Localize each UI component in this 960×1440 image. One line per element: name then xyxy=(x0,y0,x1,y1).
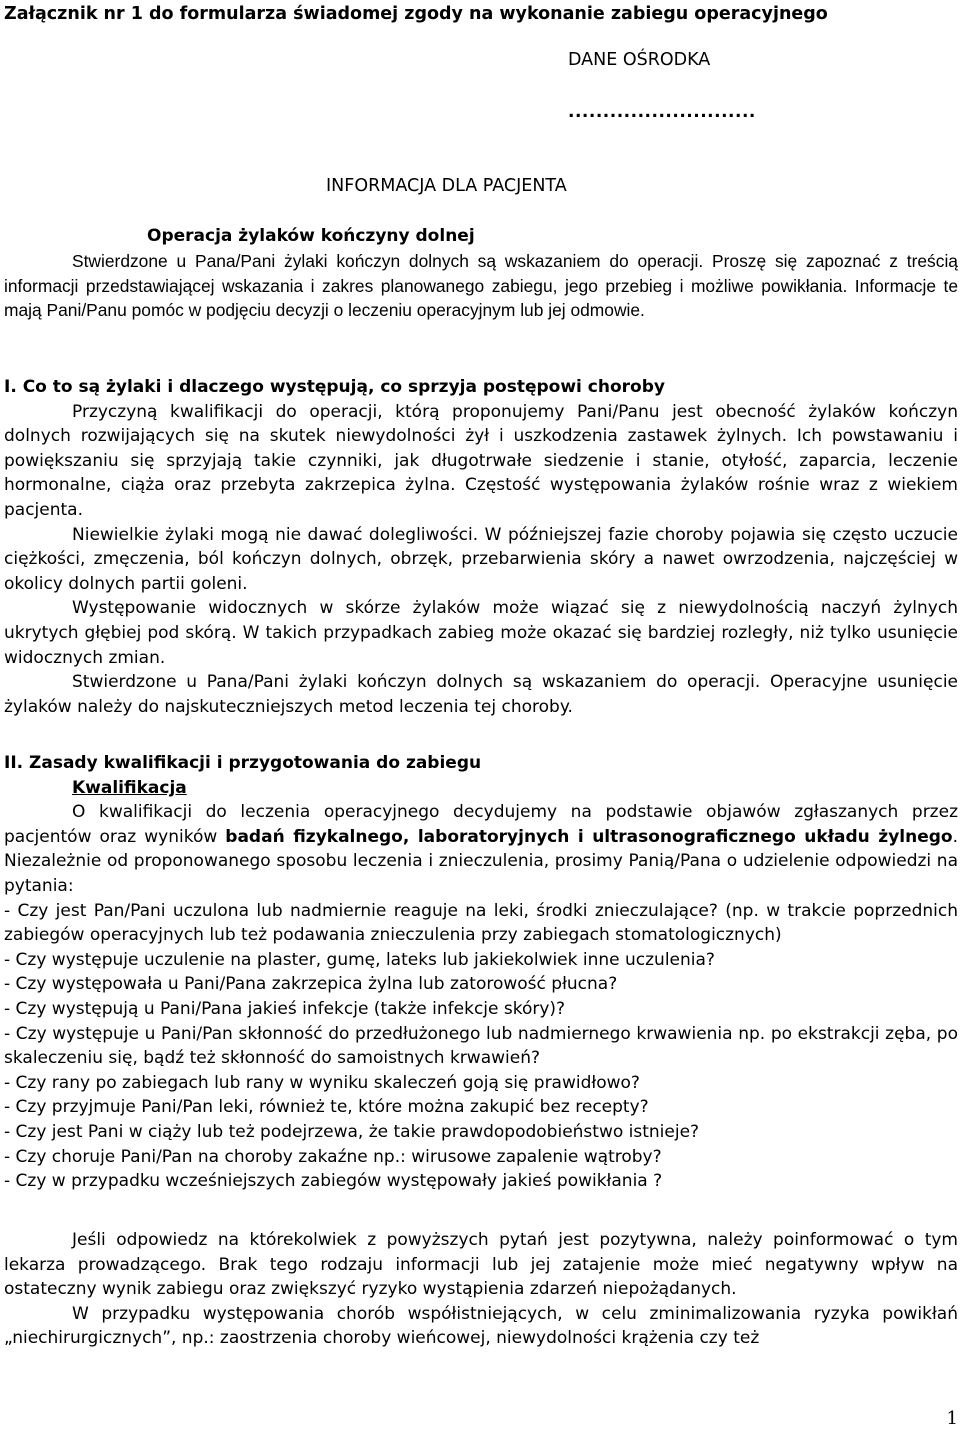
question-item: - Czy jest Pani w ciąży lub też podejrzewa, że takie prawdopodobieństwo istnieje? xyxy=(4,1121,700,1142)
question-item: - Czy występuje u Pani/Pan skłonność do przedłużonego lub nadmiernego krwawienia np. po ekstrakcji zęba, po skaleczeniu się, bądź też skłonność do samoistnych krwawień? xyxy=(4,1023,958,1069)
section-1-paragraph-2: Niewielkie żylaki mogą nie dawać dolegliwości. W późniejszej fazie choroby pojawia się często uczucie ciężkości, zmęczenia, ból kończyn dolnych, obrzęk, przebarwienia skóry a nawet owrzodzenia, najczęściej w okolicy dolnych partii goleni. xyxy=(4,524,958,594)
section-2 xyxy=(4,751,958,1194)
section-1-paragraph-3: Występowanie widocznych w skórze żylaków może wiązać się z niewydolnością naczyń żylnych ukrytych głębiej pod skórą. W takich przypadkach zabieg może okazać się bardziej rozległy, niż tylko usunięcie widocznych zmian. xyxy=(4,598,958,668)
qualification-bold: badań fizykalnego, laboratoryjnych i ultrasonograficznego układu żylnego xyxy=(225,826,953,847)
operation-title: Operacja żylaków kończyny dolnej xyxy=(147,226,475,246)
section-1 xyxy=(4,375,958,719)
intro-paragraph xyxy=(4,249,958,323)
section-2-subheading: Kwalifikacja xyxy=(72,777,187,798)
question-item: - Czy jest Pan/Pani uczulona lub nadmiernie reaguje na leki, środki znieczulające? (np. w trakcie poprzednich zabiegów operacyjnych lub też podawania znieczulenia przy zabiegach stomatologicznych) xyxy=(4,900,958,946)
center-dots: ........................... xyxy=(568,102,756,122)
section-1-paragraph-1: Przyczyną kwalifikacji do operacji, którą proponujemy Pani/Panu jest obecność żylaków kończyn dolnych rozwijających się na skutek niewydolności żył i uszkodzenia zastawek żylnych. Ich powstawaniu i powiększaniu się sprzyjają takie czynniki, jak długotrwałe siedzenie i stanie, otyłość, zaparcia, leczenie hormonalne, ciąża oraz przebyta zakrzepica żylna. Częstość występowania żylaków rośnie wraz z wiekiem pacjenta. xyxy=(4,401,958,520)
section-1-heading: I. Co to są żylaki i dlaczego występują, co sprzyja postępowi choroby xyxy=(4,377,665,397)
intro-line1: Stwierdzone u Pana/Pani żylaki kończyn dolnych są wskazaniem do operacji. xyxy=(72,251,704,271)
section-2-paragraph-2: Jeśli odpowiedz na którekolwiek z powyższych pytań jest pozytywna, należy poinformować o tym lekarza prowadzącego. Brak tego rodzaju informacji lub jej zatajenie może mieć negatywny wpływ na ostateczny wynik zabiegu oraz zwiększyć ryzyko wystąpienia zdarzeń niepożądanych. xyxy=(4,1230,958,1300)
intro-rest: Proszę się zapoznać z treścią informacji przedstawiającej wskazania i zakres planowanego zabiegu, jego przebieg i możliwe powikłania. Informacje te mają Pani/Panu pomóc w podjęciu decyzji o leczeniu operacyjnym lub jej odmowie. xyxy=(4,251,958,321)
question-item: - Czy rany po zabiegach lub rany w wyniku skaleczeń goją się prawidłowo? xyxy=(4,1072,640,1093)
question-item: - Czy występują u Pani/Pana jakieś infekcje (także infekcje skóry)? xyxy=(4,998,566,1019)
info-title: INFORMACJA DLA PACJENTA xyxy=(326,176,567,196)
question-item: - Czy występowała u Pani/Pana zakrzepica żylna lub zatorowość płucna? xyxy=(4,974,618,995)
center-label: DANE OŚRODKA xyxy=(568,50,711,70)
question-item: - Czy przyjmuje Pani/Pan leki, również te, które można zakupić bez recepty? xyxy=(4,1097,649,1118)
section-2-heading: II. Zasady kwalifikacji i przygotowania do zabiegu xyxy=(4,753,482,773)
section-2-paragraph-1 xyxy=(4,800,958,898)
question-item: - Czy choruje Pani/Pan na choroby zakaźne np.: wirusowe zapalenie wątroby? xyxy=(4,1146,662,1167)
qualification-text-b: . Niezależnie od proponowanego sposobu leczenia i znieczulenia, prosimy Panią/Pana o udzielenie odpowiedzi na pytania: xyxy=(4,826,958,896)
section-2-continued xyxy=(4,1228,958,1351)
question-item: - Czy występuje uczulenie na plaster, gumę, lateks lub jakiekolwiek inne uczulenia? xyxy=(4,949,715,970)
section-1-paragraph-4: Stwierdzone u Pana/Pani żylaki kończyn dolnych są wskazaniem do operacji. Operacyjne usunięcie żylaków należy do najskuteczniejszych metod leczenia tej choroby. xyxy=(4,672,958,717)
section-2-paragraph-3: W przypadku występowania chorób współistniejących, w celu zminimalizowania ryzyka powikłań „niechirurgicznych”, np.: zaostrzenia choroby wieńcowej, niewydolności krążenia czy też xyxy=(4,1303,958,1349)
question-item: - Czy w przypadku wcześniejszych zabiegów występowały jakieś powikłania ? xyxy=(4,1171,663,1192)
qualification-text-a: O kwalifikacji do leczenia operacyjnego decydujemy na podstawie objawów zgłaszanych przez pacjentów oraz wyników xyxy=(4,802,958,847)
page-number: 1 xyxy=(946,1408,958,1429)
attachment-title: Załącznik nr 1 do formularza świadomej zgody na wykonanie zabiegu operacyjnego xyxy=(4,4,828,24)
